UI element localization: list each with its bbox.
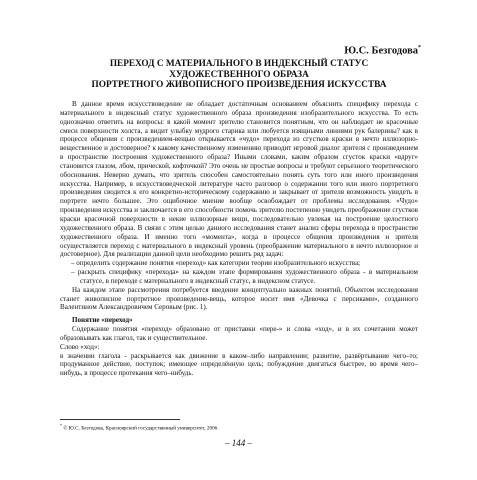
footnote-mark: * (60, 423, 62, 428)
task-item-1: – определить содержание понятия «переход» как категории теории изобразительного искусства; (60, 259, 418, 268)
object-paragraph: На каждом этапе рассмотрения потребуется введение концептуально важных понятий. Объектом исследования станет живописное портретное произведение-вещь, которое носит имя «Девочка с персиками», созданного Валентином Александровичем Серовым (рис. 1). (60, 285, 418, 312)
title-line-3: ПОРТРЕТНОГО ЖИВОПИСНОГО ПРОИЗВЕДЕНИЯ ИСКУССТВА (91, 80, 387, 90)
verb-meaning-paragraph: в значении глагола - раскрывается как движение в каком–либо направлении; развитие, развёртывание чего–то; продуманное действие, поступок; имеющее определённую цель; побуждение двигаться быстрее, во время чего–нибудь, в процессе протекания чего–нибудь. (60, 351, 418, 378)
word-label: Слово «ход»: (60, 342, 100, 351)
author-name (344, 42, 421, 58)
definition-paragraph: Содержание понятия «переход» образовано от приставки «пере-» и слова «ход», и в их сочетании может образовывать как глагол, так и существительное. (60, 325, 418, 342)
task-item-2: – раскрыть специфику «перехода» на каждом этапе формирования художественного образа - в материальном статусе, в переходе с материального в индексный статус, в индексном статусе. (60, 268, 418, 286)
title-line-2: ХУДОЖЕСТВЕННОГО ОБРАЗА (169, 69, 309, 80)
author-name-text: Ю.С. Безгодова (344, 45, 418, 57)
article-title (60, 59, 418, 91)
section-heading: Понятие «переход» (72, 316, 133, 325)
author-footnote-mark: * (418, 45, 421, 51)
intro-paragraph: В данное время искусствоведение не обладает достаточным основанием объяснить специфику перехода с материального в индексный статус художественного образа произведения изобразительного искусства. То есть однозначно ответить на вопросы: в какой момент зрителю становится понятным, что он наблюдает не красочные смеси поверхности холста, а видит улыбку мудрого старика или любуется изящными линиями рук балерины? как в процессе общения с произведением-вещью открывается «чудо» перехода из сгустков краски в нечто иллюзорно-вещественное и достоверное? к какому качественному изменению приводит игровой диалог зрителя с произведением в пространстве построения художественного образа? Иными словами, каким образом сгусток краски «вдруг» становится глазом, лбом, прической, кофточкой? Это очень не простые вопросы и требуют серьезного теоретического обоснования. Неверно думать, что зритель способен самостоятельно понять суть того или иного произведения искусства. Например, в искусствоведческой литературе часто разговор о содержании того или иного портретного произведения сводится к его конкретно-историческому содержанию и закрывает от зрителя возможность увидеть в портрете нечто большее. Это ощибочное мнение вообще освобождает от проблемы исследования. «Чудо» произведения искусства и заключается в его способности помочь зрителю постепенно увидеть преображение сгустков краски красочной поверхности в некие иллюзорные вещи, последовательно увлекая на построение целостного художественного образа. В связи с этим целью данного исследования станет анализ сферы перехода в пространстве художественного образа. И именно того «момента», когда в процессе общения произведения и зрителя осуществляется переход с материального в индексный уровень (преображение материального в нечто иллюзорное и достоверное). Для реализации данной цели необходимо решить ряд задач: (60, 100, 418, 259)
footnote (60, 423, 418, 432)
page-number: – 144 – (225, 438, 252, 448)
footnote-divider (60, 419, 180, 420)
task-list (60, 259, 418, 286)
title-line-1: ПЕРЕХОД С МАТЕРИАЛЬНОГО В ИНДЕКСНЫЙ СТАТУС (109, 59, 369, 69)
article-body (60, 100, 418, 378)
footnote-text: © Ю.С. Безгодова, Красноярский государственный университет, 2006. (63, 425, 219, 432)
